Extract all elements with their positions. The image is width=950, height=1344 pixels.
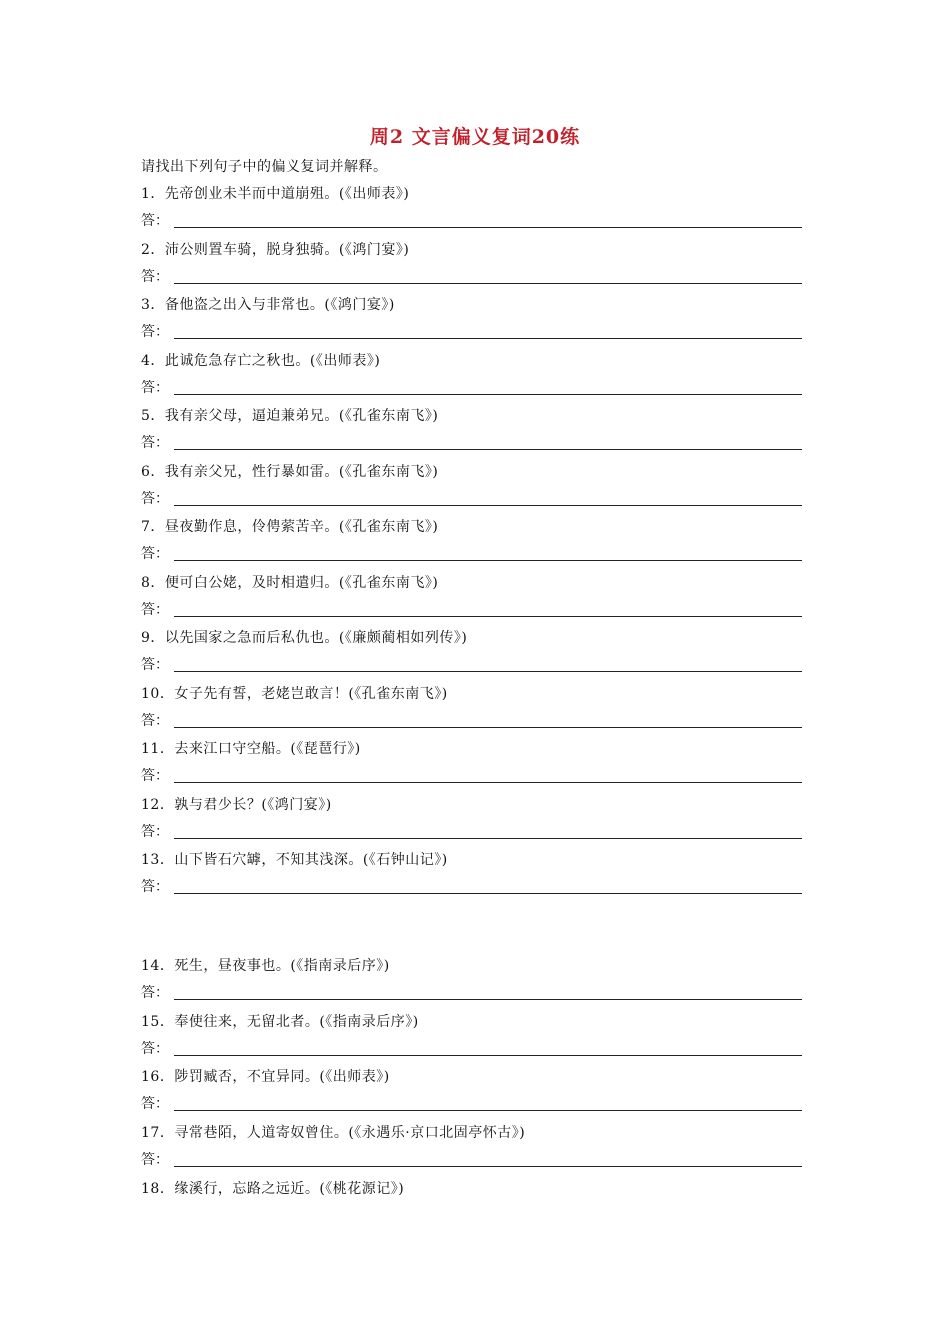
question-item [141, 683, 802, 739]
answer-label: 答： [141, 435, 169, 451]
question-text: 15．奉使往来，无留北者。(《指南录后序》) [141, 1013, 419, 1030]
question-text: 7．昼夜勤作息，伶俜萦苦辛。(《孔雀东南飞》) [141, 519, 439, 535]
question-item [141, 294, 802, 350]
answer-row [141, 1149, 802, 1169]
question-item [141, 572, 802, 628]
answer-label: 答： [141, 768, 169, 784]
answer-row [141, 1038, 802, 1058]
answer-row [141, 982, 802, 1002]
question-text: 13．山下皆石穴罅，不知其浅深。(《石钟山记》) [141, 852, 448, 868]
question-text: 11．去来江口守空船。(《琵琶行》) [141, 741, 361, 757]
answer-blank-line[interactable] [174, 338, 802, 339]
answer-blank-line[interactable] [174, 394, 802, 395]
answer-blank-line[interactable] [174, 671, 802, 672]
question-item [141, 849, 802, 905]
answer-row [141, 765, 802, 785]
answer-label: 答： [141, 1040, 169, 1057]
answer-label: 答： [141, 490, 169, 507]
answer-row [141, 321, 802, 341]
question-text: 5．我有亲父母，逼迫兼弟兄。(《孔雀东南飞》) [141, 408, 439, 424]
answer-row [141, 710, 802, 730]
answer-blank-line[interactable] [174, 727, 802, 728]
answer-row [141, 488, 802, 508]
answer-row [141, 876, 802, 896]
answer-row [141, 266, 802, 286]
answer-row [141, 432, 802, 452]
answer-blank-line[interactable] [174, 1055, 802, 1056]
answer-row [141, 1093, 802, 1113]
answer-label: 答： [141, 324, 169, 340]
question-item [141, 738, 802, 794]
instruction-text: 请找出下列句子中的偏义复词并解释。 [141, 159, 388, 175]
question-item [141, 955, 802, 1011]
answer-blank-line[interactable] [174, 999, 802, 1000]
answer-label: 答： [141, 879, 169, 895]
question-text: 14．死生，昼夜事也。(《指南录后序》) [141, 958, 390, 974]
question-text: 9．以先国家之急而后私仇也。(《廉颇蔺相如列传》) [141, 630, 468, 646]
question-text: 8．便可白公姥，及时相遣归。(《孔雀东南飞》) [141, 574, 439, 591]
answer-row [141, 210, 802, 230]
question-item [141, 1122, 802, 1178]
answer-label: 答： [141, 1096, 169, 1112]
question-text: 1．先帝创业未半而中道崩殂。(《出师表》) [141, 186, 410, 202]
question-text: 4．此诚危急存亡之秋也。(《出师表》) [141, 352, 381, 369]
answer-blank-line[interactable] [174, 1110, 802, 1111]
answer-blank-line[interactable] [174, 505, 802, 506]
answer-row [141, 654, 802, 674]
answer-blank-line[interactable] [174, 616, 802, 617]
question-item [141, 1066, 802, 1122]
page-title: 周2 文言偏义复词20练 [369, 126, 581, 148]
question-list-part1 [141, 183, 802, 905]
question-item [141, 627, 802, 683]
question-item [141, 350, 802, 406]
question-item [141, 405, 802, 461]
question-text: 3．备他盗之出入与非常也。(《鸿门宴》) [141, 297, 395, 313]
question-text: 17．寻常巷陌，人道寄奴曾住。(《永遇乐·京口北固亭怀古》) [141, 1124, 526, 1141]
answer-label: 答： [141, 712, 169, 729]
question-item [141, 239, 802, 295]
answer-blank-line[interactable] [174, 1166, 802, 1167]
question-item [141, 461, 802, 517]
answer-blank-line[interactable] [174, 782, 802, 783]
answer-label: 答： [141, 657, 169, 673]
question-text: 2．沛公则置车骑，脱身独骑。(《鸿门宴》) [141, 241, 410, 258]
answer-blank-line[interactable] [174, 227, 802, 228]
question-item [141, 794, 802, 850]
answer-label: 答： [141, 985, 169, 1001]
answer-row [141, 599, 802, 619]
question-item [141, 183, 802, 239]
answer-blank-line[interactable] [174, 893, 802, 894]
answer-row [141, 543, 802, 563]
answer-label: 答： [141, 268, 169, 285]
question-item [141, 1011, 802, 1067]
question-text: 12．孰与君少长？(《鸿门宴》) [141, 796, 332, 813]
answer-label: 答： [141, 213, 169, 229]
question-item [141, 516, 802, 572]
answer-blank-line[interactable] [174, 838, 802, 839]
answer-blank-line[interactable] [174, 449, 802, 450]
answer-row [141, 821, 802, 841]
question-text: 6．我有亲父兄，性行暴如雷。(《孔雀东南飞》) [141, 463, 439, 480]
question-text: 10．女子先有誓，老姥岂敢言！(《孔雀东南飞》) [141, 685, 448, 702]
question-text: 16．陟罚臧否，不宜异同。(《出师表》) [141, 1069, 390, 1085]
answer-row [141, 377, 802, 397]
question-list-part2 [141, 955, 802, 1177]
answer-label: 答： [141, 823, 169, 840]
answer-blank-line[interactable] [174, 283, 802, 284]
question-18: 18．缘溪行，忘路之远近。(《桃花源记》) [141, 1181, 405, 1197]
answer-label: 答： [141, 601, 169, 618]
answer-label: 答： [141, 1151, 169, 1168]
answer-label: 答： [141, 379, 169, 396]
answer-label: 答： [141, 546, 169, 562]
answer-blank-line[interactable] [174, 560, 802, 561]
